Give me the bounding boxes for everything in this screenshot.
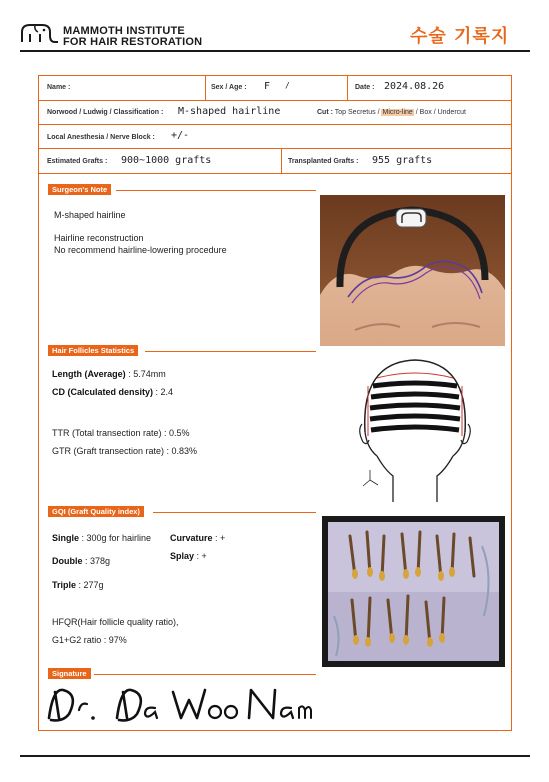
curvature-stat: Curvature : +: [170, 533, 226, 543]
transplanted-grafts-label: Transplanted Grafts :: [288, 158, 359, 165]
hairline-photo: [320, 195, 505, 346]
section-line: [116, 190, 316, 191]
length-stat: Length (Average) : 5.74mm: [52, 369, 166, 379]
section-tag-signature: Signature: [48, 668, 91, 679]
signature-graphic: [45, 680, 315, 728]
col-divider: [281, 148, 282, 173]
note-line-3: No recommend hairline-lowering procedure: [54, 245, 227, 255]
g1g2-stat: G1+G2 ratio : 97%: [52, 635, 127, 645]
section-line: [94, 674, 316, 675]
note-line-2: Hairline reconstruction: [54, 233, 144, 243]
axis-icon: [363, 470, 378, 486]
note-line-1: M-shaped hairline: [54, 210, 126, 220]
col-divider: [347, 75, 348, 100]
page-title: 수술 기록지: [410, 26, 510, 47]
hfqr-label: HFQR(Hair follicle quality ratio),: [52, 617, 179, 627]
section-line: [145, 351, 316, 352]
splay-stat: Splay : +: [170, 551, 207, 561]
cut-option-box[interactable]: Box: [419, 109, 432, 116]
section-tag-surgeons-note: Surgeon's Note: [48, 184, 111, 195]
col-divider: [205, 75, 206, 100]
double-stat: Double : 378g: [52, 556, 111, 566]
norwood-value[interactable]: M-shaped hairline: [178, 106, 281, 117]
sex-age-label: Sex / Age :: [211, 84, 247, 91]
institute-name-line1: MAMMOTH INSTITUTE: [63, 25, 185, 37]
estimated-grafts-value[interactable]: 900~1000 grafts: [121, 155, 212, 166]
section-tag-follicle-stats: Hair Follicles Statistics: [48, 345, 138, 356]
cd-stat: CD (Calculated density) : 2.4: [52, 387, 174, 397]
institute-name-line2: FOR HAIR RESTORATION: [63, 36, 203, 48]
date-label: Date :: [355, 84, 375, 91]
ttr-stat: TTR (Total transection rate) : 0.5%: [52, 428, 190, 438]
logo-icon: [20, 22, 60, 44]
cut-option-micro-line[interactable]: Micro-line: [382, 109, 413, 116]
sex-value[interactable]: F: [264, 81, 271, 92]
graft-microscope-photo: [322, 516, 505, 667]
row-divider: [38, 148, 512, 149]
estimated-grafts-label: Estimated Grafts :: [47, 158, 108, 165]
row-divider: [38, 173, 512, 174]
anesthesia-label: Local Anesthesia / Nerve Block :: [47, 134, 155, 141]
norwood-label: Norwood / Ludwig / Classification :: [47, 109, 164, 116]
gtr-stat: GTR (Graft transection rate) : 0.83%: [52, 446, 198, 456]
triple-stat: Triple : 277g: [52, 580, 104, 590]
header-rule: [20, 50, 530, 52]
cut-option-top-secretus[interactable]: Top Secretus: [334, 109, 376, 116]
transplanted-grafts-value[interactable]: 955 grafts: [372, 155, 433, 166]
row-divider: [38, 100, 512, 101]
name-label: Name :: [47, 84, 71, 91]
age-separator: /: [285, 81, 290, 90]
cut-label: Cut :: [317, 109, 333, 116]
section-line: [153, 512, 316, 513]
footer-rule: [20, 755, 530, 757]
section-tag-gqi: GQI (Graft Quality index): [48, 506, 144, 517]
date-value[interactable]: 2024.08.26: [384, 81, 445, 92]
single-stat: Single : 300g for hairline: [52, 533, 152, 543]
row-divider: [38, 124, 512, 125]
cut-option-undercut[interactable]: Undercut: [437, 109, 466, 116]
name-field[interactable]: [80, 81, 190, 93]
head-diagram: [355, 352, 475, 507]
cut-options: Cut : Top Secretus / Micro-line / Box / Undercut: [317, 109, 466, 116]
anesthesia-value[interactable]: +/-: [171, 130, 190, 141]
